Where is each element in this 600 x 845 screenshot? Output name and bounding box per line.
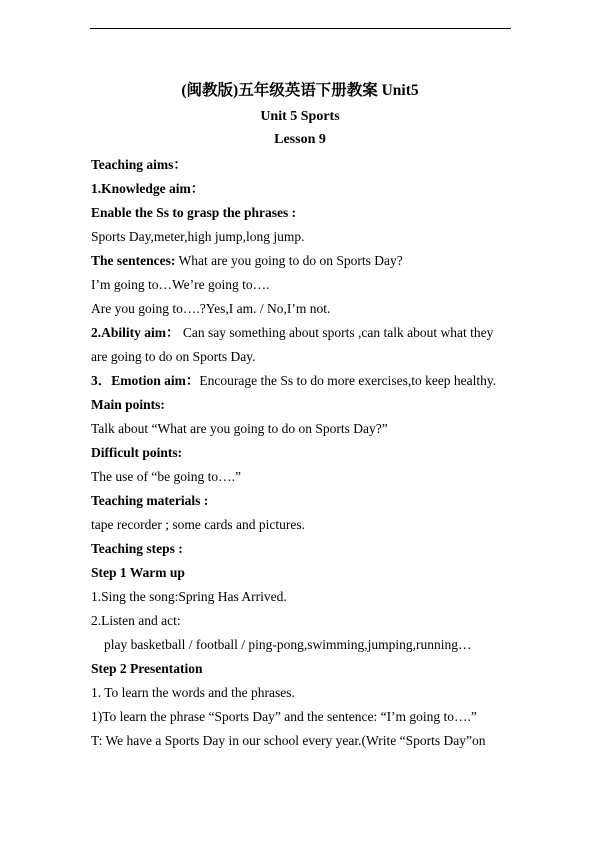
step2-heading: Step 2 Presentation — [91, 661, 203, 676]
step2-teacher-line: T: We have a Sports Day in our school every year.(Write “Sports Day”on — [91, 733, 486, 748]
step1-item-1: 1.Sing the song:Spring Has Arrived. — [91, 589, 287, 604]
sentence-3-line: Are you going to….?Yes,I am. / No,I’m not. — [91, 301, 331, 316]
sentences-text: What are you going to do on Sports Day? — [175, 253, 403, 268]
ability-aim-line — [91, 325, 493, 341]
step2-item-1-1: 1)To learn the phrase “Sports Day” and the sentence: “I’m going to….” — [91, 709, 477, 724]
teaching-aims-heading: Teaching aims： — [91, 157, 187, 172]
emotion-aim-line — [91, 373, 496, 389]
main-points-text: Talk about “What are you going to do on Sports Day?” — [91, 421, 388, 436]
teaching-materials-text: tape recorder ; some cards and pictures. — [91, 517, 306, 532]
ability-aim-label: 2.Ability aim： — [91, 325, 180, 340]
lesson-heading: Lesson 9 — [274, 132, 326, 147]
ability-aim-cont: are going to do on Sports Day. — [91, 349, 256, 364]
unit-heading: Unit 5 Sports — [260, 109, 340, 124]
step1-heading: Step 1 Warm up — [91, 565, 185, 580]
emotion-aim-text: Encourage the Ss to do more exercises,to keep healthy. — [199, 373, 497, 388]
sentence-2-line: I’m going to…We’re going to…. — [91, 277, 270, 292]
phrases-line: Sports Day,meter,high jump,long jump. — [91, 229, 305, 244]
step1-item-2-detail: play basketball / football / ping-pong,swimming,jumping,running… — [104, 637, 472, 652]
teaching-steps-heading: Teaching steps : — [91, 541, 183, 556]
teaching-materials-heading: Teaching materials : — [91, 493, 209, 508]
difficult-points-text: The use of “be going to….” — [91, 469, 241, 484]
sentences-line — [91, 253, 403, 269]
knowledge-aim-heading: 1.Knowledge aim： — [91, 181, 205, 196]
enable-phrases-line: Enable the Ss to grasp the phrases : — [91, 205, 297, 220]
header-rule — [90, 28, 511, 29]
difficult-points-heading: Difficult points: — [91, 445, 183, 460]
document-title: (闽教版)五年级英语下册教案 Unit5 — [181, 82, 419, 99]
ability-aim-text: Can say something about sports ,can talk about what they — [179, 325, 494, 340]
main-points-heading: Main points: — [91, 397, 165, 412]
sentences-label: The sentences: — [91, 253, 176, 268]
step2-item-1: 1. To learn the words and the phrases. — [91, 685, 295, 700]
emotion-aim-label: 3．Emotion aim： — [91, 373, 200, 388]
step1-item-2: 2.Listen and act: — [91, 613, 181, 628]
